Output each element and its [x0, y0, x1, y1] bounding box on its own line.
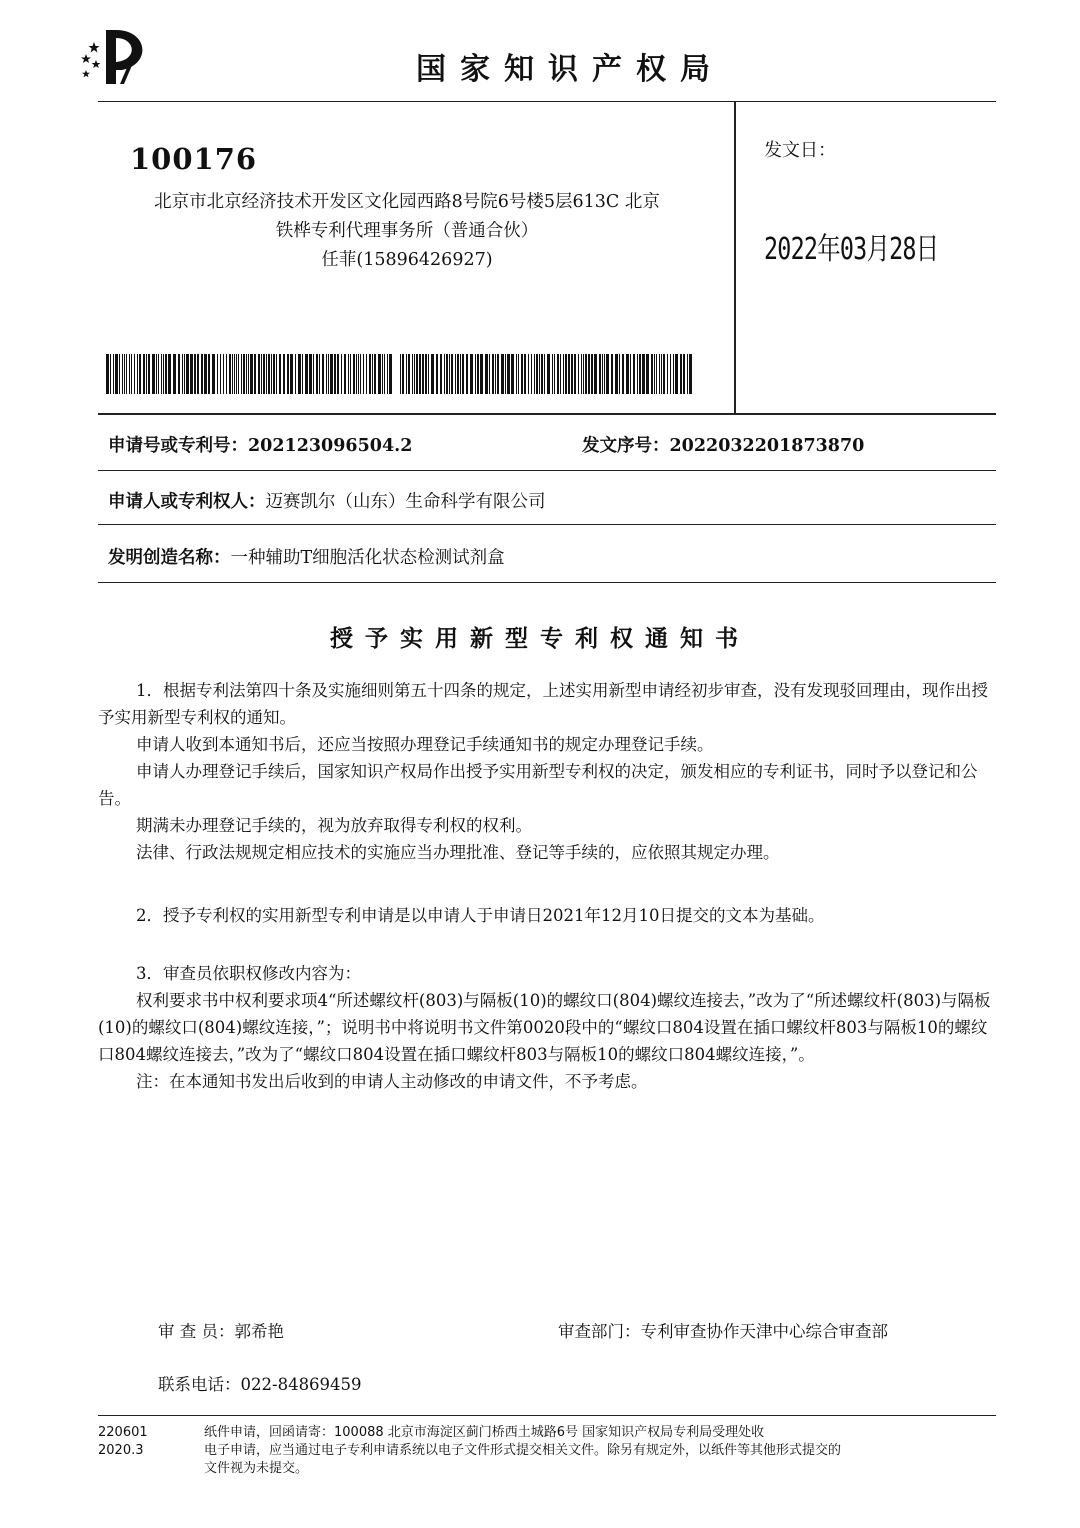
invention-title: 一种辅助T细胞活化状态检测试剂盒 [230, 548, 505, 568]
barcode-bar [148, 354, 150, 394]
barcode-bar [630, 354, 631, 394]
barcode-bar [571, 354, 573, 394]
form-code-number: 220601 [98, 1425, 148, 1440]
barcode-bar [271, 354, 272, 394]
note: 注：在本通知书发出后收到的申请人主动修改的申请文件，不予考虑。 [136, 1072, 648, 1091]
barcode-bar [382, 354, 383, 394]
barcode-bar [248, 354, 249, 394]
barcode-bar [236, 354, 237, 394]
barcode-bar [400, 354, 401, 394]
barcode-bar [119, 354, 120, 394]
phone-number: 022-84869459 [240, 1375, 362, 1394]
barcode-bar [485, 354, 488, 394]
barcode-bar [495, 354, 496, 394]
serial-number: 2022032201873870 [669, 436, 865, 456]
barcode-bar [353, 354, 355, 394]
row-divider [98, 582, 996, 583]
barcode-bar [328, 354, 329, 394]
barcode-bar [295, 354, 296, 394]
barcode-bar [534, 354, 535, 394]
paragraph: 1．根据专利法第四十条及实施细则第五十四条的规定，上述实用新型申请经初步审查，没有发现驳回理由，现作出授予实用新型专利权的通知。 [98, 681, 988, 727]
barcode-bar [223, 354, 224, 394]
examiner-line [158, 1318, 284, 1342]
barcode-bar [276, 354, 277, 394]
barcode-bar [279, 354, 281, 394]
barcode-bar [178, 354, 180, 394]
barcode-bar [568, 354, 570, 394]
barcode-bar [322, 354, 324, 394]
barcode-bar [466, 354, 468, 394]
barcode-bar [316, 354, 318, 394]
applicant-row [108, 488, 546, 513]
department-name: 专利审查协作天津中心综合审查部 [640, 1322, 888, 1341]
barcode-bar [449, 354, 450, 394]
barcode-bar [642, 354, 645, 394]
item-3-title: 3．审查员依职权修改内容为： [136, 964, 361, 983]
barcode-bar [387, 354, 388, 394]
barcode-bar [378, 354, 381, 394]
barcode-bar [633, 354, 635, 394]
barcode-bar [492, 354, 494, 394]
barcode-bar [602, 354, 603, 394]
barcode-bar [110, 354, 111, 394]
barcode-bar [302, 354, 303, 394]
address-line-1: 北京市北京经济技术开发区文化园西路8号院6号楼5层613C 北京 [154, 192, 660, 212]
barcode-bar [574, 354, 576, 394]
barcode-bar [186, 354, 189, 394]
barcode-bar [419, 354, 421, 394]
barcode-bar [115, 354, 118, 394]
barcode-left [106, 354, 396, 394]
barcode-bar [201, 354, 203, 394]
barcode-bar [544, 354, 545, 394]
agency-name: 国家知识产权局 [416, 52, 724, 87]
footer-line-1: 纸件申请，回函请寄：100088 北京市海淀区蓟门桥西土城路6号 国家知识产权局专利局受理处收 [204, 1425, 765, 1440]
barcode-bar [146, 354, 147, 394]
barcode-bar [139, 354, 141, 394]
notice-title: 授予实用新型专利权通知书 [330, 626, 750, 652]
barcode-bar [241, 354, 242, 394]
barcode-bar [305, 354, 308, 394]
barcode-bar [563, 354, 564, 394]
barcode-bar [217, 354, 218, 394]
barcode-bar [475, 354, 476, 394]
issue-date: 2022年03月28日 [764, 232, 939, 267]
item-3-body: 权利要求书中权利要求项4“所述螺纹杆(803)与隔板(10)的螺纹口(804)螺纹连接去，”改为了“所述螺纹杆(803)与隔板(10)的螺纹口(804)螺纹连接，”；说明书中将说明书文件第0020段中的“螺纹口804设置在插口螺纹杆803与隔板10的螺纹口804螺纹连接去，”改为了“螺纹口804设置在插口螺纹杆803与隔板10的螺纹口804螺纹连接，”。 [98, 991, 991, 1064]
barcode-bar [243, 354, 245, 394]
barcode-bar [319, 354, 320, 394]
recipient-contact: 任菲(15896426927) [321, 250, 493, 270]
barcode-bar [477, 354, 479, 394]
barcode-bar [220, 354, 221, 394]
serial-number-row [582, 432, 864, 457]
paragraph: 申请人收到本通知书后，还应当按照办理登记手续通知书的规定办理登记手续。 [136, 735, 714, 754]
barcode-bar [374, 354, 376, 394]
barcode-bar [455, 354, 456, 394]
barcode-bar [229, 354, 231, 394]
barcode-bar [663, 354, 665, 394]
paragraph: 期满未办理登记手续的，视为放弃取得专利权的权利。 [136, 816, 532, 835]
phone-label: 联系电话： [158, 1375, 241, 1394]
barcode-bar [131, 354, 132, 394]
barcode-bar [687, 354, 688, 394]
barcode-bar [446, 354, 448, 394]
barcode-bar [516, 354, 517, 394]
barcode-bar [518, 354, 519, 394]
row-divider [98, 470, 996, 471]
examiner-name: 郭希艳 [234, 1322, 284, 1341]
barcode-bar [261, 354, 262, 394]
barcode-bar [528, 354, 529, 394]
barcode-bar [675, 354, 678, 394]
barcode-bar [406, 354, 407, 394]
footer-line-2: 电子申请，应当通过电子专利申请系统以电子文件形式提交相关文件。除另有规定外，以纸件等其他形式提交的 [204, 1443, 842, 1458]
barcode-bar [266, 354, 267, 394]
barcode-bar [372, 354, 373, 394]
barcode-bar [124, 354, 125, 394]
invention-label: 发明创造名称： [108, 548, 231, 568]
barcode-bar [165, 354, 167, 394]
barcode-bar [554, 354, 555, 394]
barcode-bar [334, 354, 336, 394]
barcode-bar [470, 354, 473, 394]
barcode-bar [560, 354, 561, 394]
barcode-bar [547, 354, 550, 394]
barcode-bar [440, 354, 442, 394]
barcode-bar [254, 354, 256, 394]
barcode-bar [268, 354, 270, 394]
serial-number-label: 发文序号： [582, 436, 670, 456]
issue-date-label: 发文日： [764, 140, 836, 161]
invention-row [108, 544, 505, 569]
barcode-bar [389, 354, 392, 394]
barcode-bar [298, 354, 301, 394]
phone-line [158, 1371, 362, 1395]
barcode-bar [425, 354, 427, 394]
barcode-bar [557, 354, 559, 394]
barcode-bar [341, 354, 342, 394]
barcode-bar [511, 354, 514, 394]
barcode-bar [462, 354, 464, 394]
barcode-bar [531, 354, 532, 394]
barcode-bar [670, 354, 671, 394]
item-3 [98, 960, 998, 1095]
barcode-bar [639, 354, 641, 394]
barcode-bar [444, 354, 445, 394]
date-box-divider [734, 101, 736, 414]
barcode-bar [667, 354, 668, 394]
barcode-bar [646, 354, 649, 394]
barcode-bar [161, 354, 162, 394]
barcode-bar [521, 354, 523, 394]
applicant-name: 迈赛凯尔（山东）生命科学有限公司 [265, 492, 546, 512]
barcode-bar [581, 354, 582, 394]
barcode-bar [263, 354, 265, 394]
barcode-bar [143, 354, 145, 394]
barcode-bar [326, 354, 327, 394]
barcode-bar [615, 354, 618, 394]
barcode-bar [129, 354, 130, 394]
barcode-bar [412, 354, 413, 394]
barcode-bar [683, 354, 685, 394]
form-version: 2020.3 [98, 1443, 144, 1458]
barcode-bar [358, 354, 359, 394]
barcode-bar [489, 354, 490, 394]
barcode-bar [356, 354, 357, 394]
header-divider [98, 101, 996, 102]
barcode-bar [606, 354, 609, 394]
address-line-2: 铁桦专利代理事务所（普通合伙） [275, 221, 539, 241]
barcode-bar [431, 354, 434, 394]
barcode-bar [369, 354, 371, 394]
barcode-bar [541, 354, 543, 394]
barcode-bar [122, 354, 123, 394]
barcode-bar [651, 354, 653, 394]
barcode-bar [619, 354, 620, 394]
barcode-bar [591, 354, 593, 394]
barcode-bar [501, 354, 504, 394]
barcode-bar [460, 354, 461, 394]
barcode-bar [539, 354, 540, 394]
barcode-bar [480, 354, 483, 394]
barcode-bar [428, 354, 429, 394]
barcode-bar [197, 354, 199, 394]
barcode-bar [273, 354, 275, 394]
item-2 [98, 902, 998, 929]
barcode-bar [689, 354, 692, 394]
barcode-bar [637, 354, 638, 394]
footer-instructions [204, 1424, 1004, 1478]
recipient-address [112, 188, 702, 275]
item-2-text: 2．授予专利权的实用新型专利申请是以申请人于申请日2021年12月10日提交的文本为基础。 [136, 906, 825, 925]
barcode-bar [416, 354, 418, 394]
barcode-bar [656, 354, 657, 394]
barcode-bar [422, 354, 424, 394]
barcode-bar [585, 354, 587, 394]
applicant-label: 申请人或专利权人： [108, 492, 266, 512]
barcode-bar [565, 354, 567, 394]
barcode-bar [152, 354, 155, 394]
barcode-bar [436, 354, 438, 394]
barcode-bar [212, 354, 215, 394]
barcode-bar [313, 354, 314, 394]
barcode-bar [126, 354, 127, 394]
barcode-bar [497, 354, 499, 394]
application-number-label: 申请号或专利号： [108, 436, 248, 456]
barcode-bar [451, 354, 453, 394]
barcode-bar [588, 354, 590, 394]
footer-line-3: 文件视为未提交。 [204, 1461, 309, 1476]
barcode-bar [194, 354, 196, 394]
application-number: 202123096504.2 [248, 436, 413, 456]
barcode-bar [283, 354, 285, 394]
barcode-bar [611, 354, 613, 394]
barcode-bar [583, 354, 584, 394]
barcode-bar [309, 354, 312, 394]
cnipa-logo [78, 26, 160, 88]
department-line [558, 1318, 888, 1342]
barcode-bar [457, 354, 459, 394]
barcode-bar [287, 354, 289, 394]
barcode-bar [134, 354, 135, 394]
barcode-bar [680, 354, 682, 394]
barcode-bar [330, 354, 333, 394]
application-number-row [108, 432, 412, 457]
barcode-bar [208, 354, 210, 394]
barcode-bar [659, 354, 660, 394]
barcode-bar [137, 354, 138, 394]
barcode-bar [604, 354, 605, 394]
barcode-bar [366, 354, 367, 394]
paragraph: 申请人办理登记手续后，国家知识产权局作出授予实用新型专利权的决定，颁发相应的专利证书，同时予以登记和公告。 [98, 762, 978, 808]
barcode-bar [337, 354, 339, 394]
barcode-bar [350, 354, 351, 394]
barcode-bar [158, 354, 159, 394]
barcode-bar [578, 354, 579, 394]
barcode-bar [168, 354, 171, 394]
barcode-bar [414, 354, 415, 394]
barcode-bar [156, 354, 157, 394]
barcode-bar [226, 354, 227, 394]
barcode-bar [348, 354, 349, 394]
barcode-bar [622, 354, 624, 394]
barcode-bar [106, 354, 109, 394]
barcode-bar [246, 354, 247, 394]
barcode-bar [505, 354, 506, 394]
barcode-bar [238, 354, 239, 394]
paragraph: 法律、行政法规规定相应技术的实施应当办理批准、登记等手续的，应依照其规定办理。 [136, 843, 780, 862]
barcode-bar [384, 354, 385, 394]
barcode-bar [344, 354, 346, 394]
barcode-bar [552, 354, 553, 394]
row-divider [98, 524, 996, 525]
barcode-bar [360, 354, 361, 394]
barcode-bar [402, 354, 404, 394]
barcode-bar [234, 354, 235, 394]
barcode-bar [661, 354, 662, 394]
department-label: 审查部门： [558, 1322, 641, 1341]
barcode-bar [182, 354, 183, 394]
barcode-bar [626, 354, 629, 394]
barcode-bar [536, 354, 538, 394]
barcode-bar [190, 354, 193, 394]
examiner-label: 审 查 员： [158, 1322, 235, 1341]
barcode-bar [250, 354, 253, 394]
barcode-bar [173, 354, 176, 394]
barcode-bar [673, 354, 674, 394]
footer-divider [98, 1415, 996, 1416]
barcode-bar [507, 354, 510, 394]
barcode-bar [654, 354, 655, 394]
form-code [98, 1424, 148, 1460]
barcode-bar [594, 354, 597, 394]
barcode-bar [113, 354, 114, 394]
barcode-bar [524, 354, 526, 394]
barcode-bar [290, 354, 293, 394]
barcode-bar [232, 354, 233, 394]
notice-body [98, 677, 998, 866]
barcode-right [400, 354, 692, 394]
barcode-bar [363, 354, 364, 394]
barcode-bar [163, 354, 164, 394]
barcode-bar [184, 354, 185, 394]
barcode-bar [258, 354, 260, 394]
address-bottom-divider [98, 413, 996, 415]
barcode-bar [408, 354, 410, 394]
barcode-bar [204, 354, 207, 394]
postcode: 100176 [130, 142, 258, 176]
barcode-bar [599, 354, 601, 394]
